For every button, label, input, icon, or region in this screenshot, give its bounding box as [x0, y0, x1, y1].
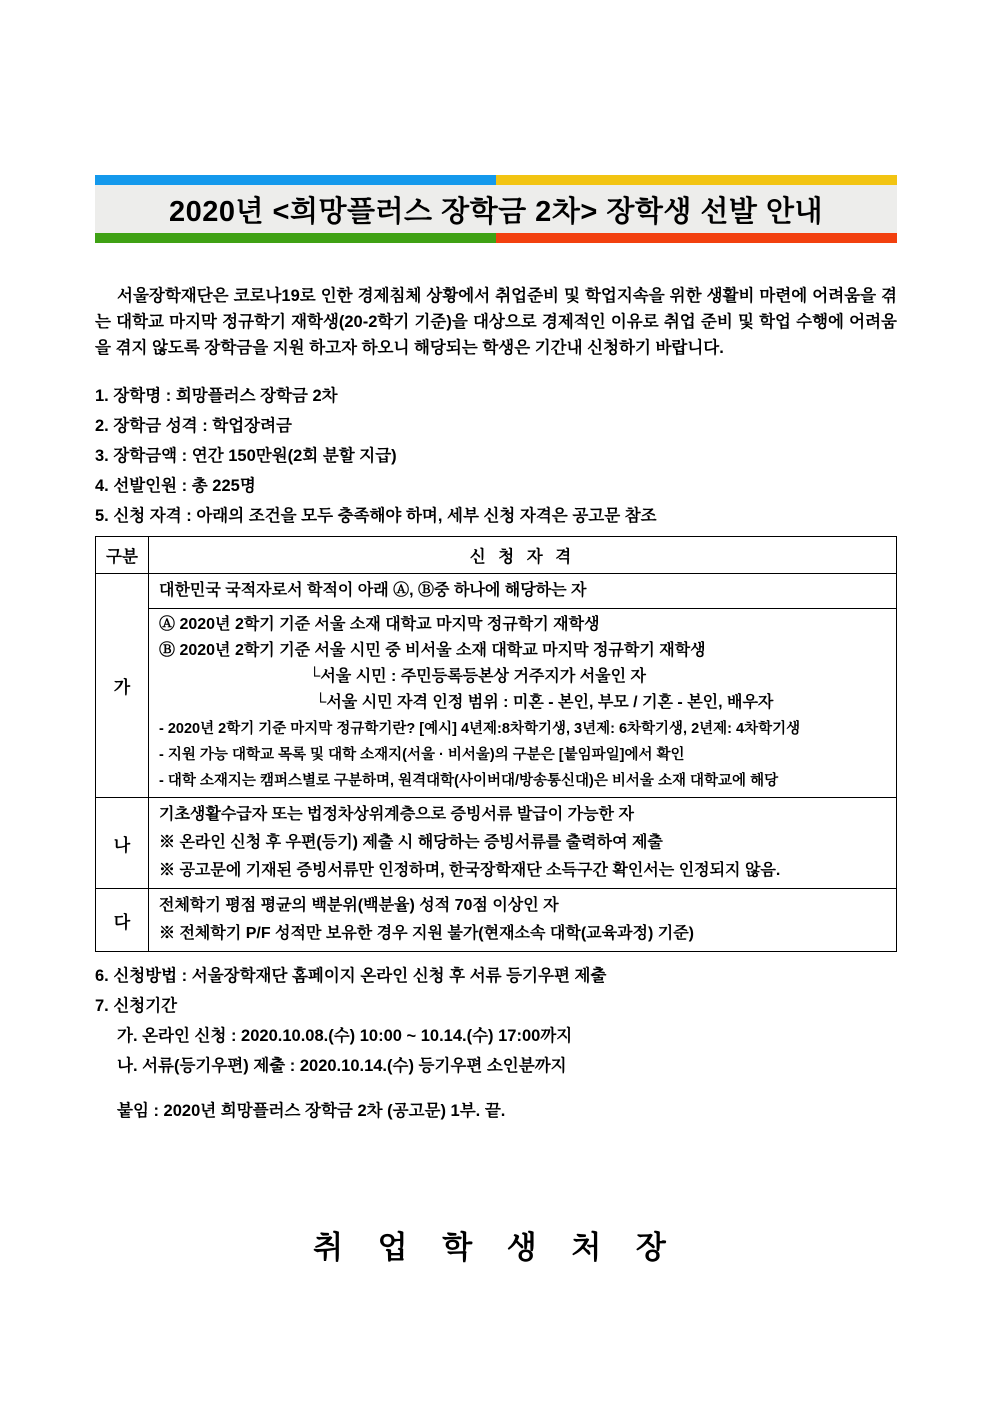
row-ga-line-citizen-scope: └서울 시민 자격 인정 범위 : 미혼 - 본인, 부모 / 기혼 - 본인, 배우자 [315, 694, 774, 711]
header-category: 구분 [96, 537, 149, 574]
page-title: 2020년 <희망플러스 장학금 2차> 장학생 선발 안내 [95, 185, 897, 233]
row-ga-line-campus: - 대학 소재지는 캠퍼스별로 구분하며, 원격대학(사이버대/방송통신대)은 비서울 소재 대학교에 해당 [159, 773, 779, 789]
row-ga-line-seoul-citizen: └서울 시민 : 주민등록등본상 거주지가 서울인 자 [309, 668, 647, 685]
row-na-cell [149, 798, 897, 889]
banner-top-bar [95, 175, 897, 185]
banner-bottom-bar [95, 233, 897, 243]
row-ga-line-last-semester: - 2020년 2학기 기준 마지막 정규학기란? [예시] 4년제:8차학기생, 3년제: 6차학기생, 2년제: 4차학기생 [159, 721, 801, 737]
application-method: 6. 신청방법 : 서울장학재단 홈페이지 온라인 신청 후 서류 등기우편 제출 [95, 967, 607, 985]
notice-item-scholarship-name: 1. 장학명 : 희망플러스 장학금 2차 [95, 387, 338, 405]
table-row-ga-details [96, 609, 897, 798]
row-ga-line-b: Ⓑ 2020년 2학기 기준 서울 시민 중 비서울 소재 대학교 마지막 정규학기 재학생 [159, 642, 706, 659]
banner-bottom-bar-green [95, 233, 496, 243]
table-row-da [96, 889, 897, 952]
attachment-note: 붙임 : 2020년 희망플러스 장학금 2차 (공고문) 1부. 끝. [117, 1102, 506, 1120]
row-na-line-basic: 기초생활수급자 또는 법정차상위계층으로 증빙서류 발급이 가능한 자 [159, 806, 634, 823]
row-label-da: 다 [96, 889, 149, 952]
row-da-line-pf: ※ 전체학기 P/F 성적만 보유한 경우 지원 불가(현재소속 대학(교육과정) 기준) [159, 925, 694, 942]
row-da-cell [149, 889, 897, 952]
eligibility-table [95, 536, 897, 952]
notice-item-eligibility: 5. 신청 자격 : 아래의 조건을 모두 충족해야 하며, 세부 신청 자격은 공고문 참조 [95, 507, 657, 525]
issuer-title: 취 업 학 생 처 장 [313, 1230, 679, 1265]
header-qualification: 신 청 자 격 [149, 537, 897, 574]
table-header-row [96, 537, 897, 574]
row-na-line-submit: ※ 온라인 신청 후 우편(등기) 제출 시 해당하는 증빙서류를 출력하여 제출 [159, 834, 663, 851]
application-period-mail: 나. 서류(등기우편) 제출 : 2020.10.14.(수) 등기우편 소인분까지 [117, 1057, 567, 1075]
row-ga-line-a: Ⓐ 2020년 2학기 기준 서울 소재 대학교 마지막 정규학기 재학생 [159, 616, 600, 633]
row-ga-line-univ-list: - 지원 가능 대학교 목록 및 대학 소재지(서울 · 비서울)의 구분은 [붙임파일]에서 확인 [159, 747, 685, 763]
notice-list [95, 381, 897, 531]
row-ga-intro-cell [149, 574, 897, 609]
application-info [95, 961, 897, 1081]
notice-item-amount: 3. 장학금액 : 연간 150만원(2회 분할 지급) [95, 447, 397, 465]
notice-item-scholarship-type: 2. 장학금 성격 : 학업장려금 [95, 417, 292, 435]
notice-item-headcount: 4. 선발인원 : 총 225명 [95, 477, 256, 495]
banner-top-bar-blue [95, 175, 496, 185]
row-ga-details-cell [149, 609, 897, 798]
row-da-line-grade: 전체학기 평점 평균의 백분위(백분율) 성적 70점 이상인 자 [159, 897, 559, 914]
row-label-ga: 가 [96, 574, 149, 798]
row-ga-intro-text: 대한민국 국적자로서 학적이 아래 Ⓐ, Ⓑ중 하나에 해당하는 자 [159, 582, 587, 599]
title-banner [95, 175, 897, 243]
banner-top-bar-yellow [496, 175, 897, 185]
table-row-na [96, 798, 897, 889]
table-row-ga-intro [96, 574, 897, 609]
intro-paragraph: 서울장학재단은 코로나19로 인한 경제침체 상황에서 취업준비 및 학업지속을 위한 생활비 마련에 어려움을 겪는 대학교 마지막 정규학기 재학생(20-2학기 기준)을 대상으로 경제적인 이유로 취업 준비 및 학업 수행에 어려움을 겪지 않도록 장학금을 지원 하고자 하오니 해당되는 학생은 기간내 신청하기 바랍니다. [95, 287, 897, 357]
document-page [95, 175, 897, 1267]
banner-bottom-bar-red [496, 233, 897, 243]
application-period-title: 7. 신청기간 [95, 997, 178, 1015]
row-na-line-docs: ※ 공고문에 기재된 증빙서류만 인정하며, 한국장학재단 소득구간 확인서는 인정되지 않음. [159, 862, 781, 879]
row-label-na: 나 [96, 798, 149, 889]
application-period-online: 가. 온라인 신청 : 2020.10.08.(수) 10:00 ~ 10.14.(수) 17:00까지 [117, 1027, 573, 1045]
